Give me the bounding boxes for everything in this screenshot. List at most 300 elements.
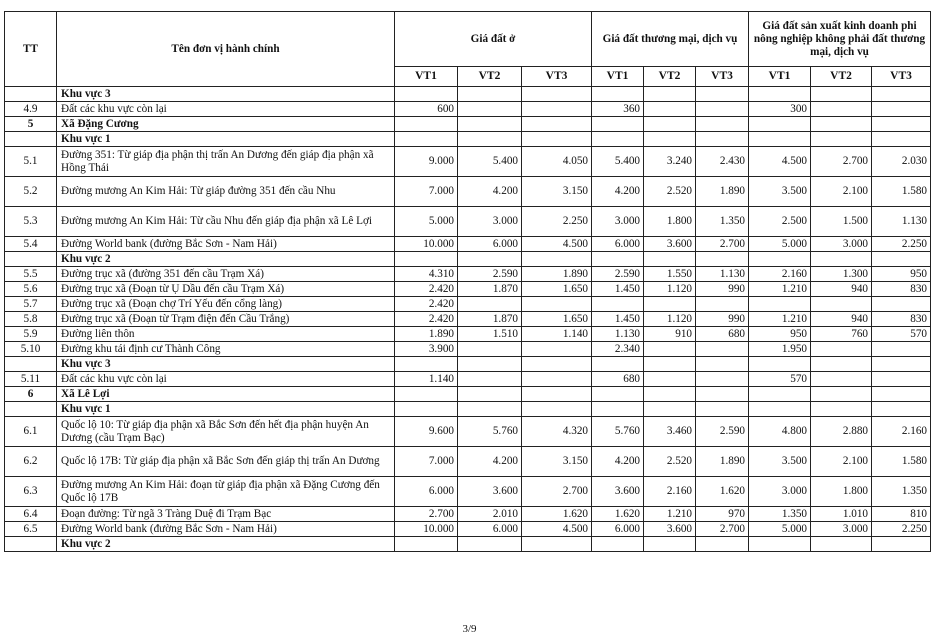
price-cell: 2.420	[395, 312, 458, 327]
subheader-vt: VT2	[458, 67, 522, 87]
price-cell	[458, 387, 522, 402]
price-cell	[696, 537, 749, 552]
price-cell: 940	[811, 312, 872, 327]
price-cell	[458, 297, 522, 312]
price-cell	[811, 252, 872, 267]
price-cell: 1.120	[644, 312, 696, 327]
row-number: 5.6	[5, 282, 57, 297]
price-cell: 3.460	[644, 417, 696, 447]
price-cell: 3.500	[749, 447, 811, 477]
price-cell: 1.450	[592, 282, 644, 297]
price-cell: 2.520	[644, 177, 696, 207]
unit-name: Khu vực 2	[57, 252, 395, 267]
header-residential-land: Giá đất ở	[395, 12, 592, 67]
price-cell: 2.100	[811, 447, 872, 477]
price-cell	[872, 387, 931, 402]
price-cell: 950	[749, 327, 811, 342]
price-cell	[644, 297, 696, 312]
price-cell: 2.700	[395, 507, 458, 522]
price-cell: 4.200	[458, 447, 522, 477]
price-cell	[872, 372, 931, 387]
price-cell	[522, 372, 592, 387]
price-cell: 680	[696, 327, 749, 342]
section-row	[5, 117, 931, 132]
table-row	[5, 372, 931, 387]
price-cell	[644, 102, 696, 117]
price-cell	[749, 132, 811, 147]
price-cell: 3.000	[592, 207, 644, 237]
price-cell: 2.520	[644, 447, 696, 477]
table-row	[5, 102, 931, 117]
price-cell	[522, 102, 592, 117]
price-cell: 1.650	[522, 282, 592, 297]
price-cell: 1.130	[696, 267, 749, 282]
price-cell: 1.350	[749, 507, 811, 522]
unit-name: Đoạn đường: Từ ngã 3 Tràng Duệ đi Trạm Bạc	[57, 507, 395, 522]
region-row	[5, 252, 931, 267]
price-cell: 1.890	[696, 177, 749, 207]
price-cell: 2.250	[872, 522, 931, 537]
price-cell: 2.590	[458, 267, 522, 282]
price-cell: 2.250	[522, 207, 592, 237]
row-number	[5, 252, 57, 267]
row-number: 5.4	[5, 237, 57, 252]
price-cell	[696, 387, 749, 402]
page-number: 3/9	[462, 623, 477, 635]
price-cell: 2.420	[395, 282, 458, 297]
price-cell	[592, 537, 644, 552]
price-cell: 6.000	[592, 522, 644, 537]
unit-name: Xã Đặng Cương	[57, 117, 395, 132]
row-number	[5, 537, 57, 552]
price-cell	[872, 102, 931, 117]
subheader-vt: VT2	[644, 67, 696, 87]
unit-name: Quốc lộ 10: Từ giáp địa phận xã Bắc Sơn đến hết địa phận huyện An Dương (cầu Trạm Bạc)	[57, 417, 395, 447]
price-cell: 1.890	[522, 267, 592, 282]
unit-name: Khu vực 3	[57, 357, 395, 372]
unit-name: Quốc lộ 17B: Từ giáp địa phận xã Bắc Sơn đến giáp thị trấn An Dương	[57, 447, 395, 477]
price-cell	[395, 357, 458, 372]
price-cell: 2.010	[458, 507, 522, 522]
price-cell	[811, 132, 872, 147]
price-cell	[644, 117, 696, 132]
price-cell: 570	[749, 372, 811, 387]
row-number: 5.1	[5, 147, 57, 177]
price-cell: 2.590	[592, 267, 644, 282]
price-cell	[522, 252, 592, 267]
price-cell	[644, 372, 696, 387]
row-number: 5.10	[5, 342, 57, 357]
land-price-table	[4, 11, 931, 552]
price-cell: 3.150	[522, 177, 592, 207]
price-cell	[522, 387, 592, 402]
unit-name: Đường trục xã (Đoạn từ Ụ Dầu đến cầu Trạm Xá)	[57, 282, 395, 297]
price-cell: 5.000	[395, 207, 458, 237]
table-row	[5, 342, 931, 357]
price-cell	[696, 342, 749, 357]
price-cell: 2.160	[644, 477, 696, 507]
price-cell: 5.760	[592, 417, 644, 447]
price-cell: 950	[872, 267, 931, 282]
price-cell: 3.600	[644, 522, 696, 537]
unit-name: Đường trục xã (đường 351 đến cầu Trạm Xá)	[57, 267, 395, 282]
price-cell	[749, 357, 811, 372]
price-cell: 2.700	[811, 147, 872, 177]
price-cell: 2.160	[872, 417, 931, 447]
header-tt: TT	[5, 12, 57, 87]
price-cell: 1.890	[395, 327, 458, 342]
price-cell: 1.300	[811, 267, 872, 282]
price-cell: 10.000	[395, 522, 458, 537]
subheader-vt: VT3	[522, 67, 592, 87]
price-cell: 1.870	[458, 282, 522, 297]
price-cell: 1.620	[592, 507, 644, 522]
price-cell	[811, 402, 872, 417]
price-cell: 4.310	[395, 267, 458, 282]
price-cell	[644, 87, 696, 102]
price-cell	[872, 132, 931, 147]
price-cell: 1.620	[696, 477, 749, 507]
price-cell	[458, 342, 522, 357]
price-cell: 3.000	[458, 207, 522, 237]
price-cell	[644, 402, 696, 417]
price-cell: 1.210	[749, 312, 811, 327]
row-number	[5, 87, 57, 102]
unit-name: Khu vực 3	[57, 87, 395, 102]
price-cell	[458, 537, 522, 552]
price-cell	[872, 117, 931, 132]
price-cell: 4.500	[749, 147, 811, 177]
price-cell	[811, 537, 872, 552]
unit-name: Đường mương An Kim Hải: Từ cầu Nhu đến giáp địa phận xã Lê Lợi	[57, 207, 395, 237]
subheader-vt: VT2	[811, 67, 872, 87]
price-cell	[696, 252, 749, 267]
unit-name: Đường mương An Kim Hải: Từ giáp đường 351 đến cầu Nhu	[57, 177, 395, 207]
price-cell: 2.700	[696, 522, 749, 537]
price-cell	[458, 102, 522, 117]
price-cell: 1.010	[811, 507, 872, 522]
price-cell	[592, 117, 644, 132]
price-cell: 3.240	[644, 147, 696, 177]
price-cell: 2.700	[696, 237, 749, 252]
row-number: 5.3	[5, 207, 57, 237]
unit-name: Khu vực 1	[57, 132, 395, 147]
price-cell: 680	[592, 372, 644, 387]
region-row	[5, 132, 931, 147]
price-cell	[522, 132, 592, 147]
price-cell	[458, 357, 522, 372]
price-cell: 3.600	[644, 237, 696, 252]
price-cell: 7.000	[395, 447, 458, 477]
unit-name: Đường 351: Từ giáp địa phận thị trấn An Dương đến giáp địa phận xã Hồng Thái	[57, 147, 395, 177]
subheader-vt: VT1	[592, 67, 644, 87]
price-cell: 1.140	[522, 327, 592, 342]
price-cell	[458, 402, 522, 417]
price-cell: 1.210	[644, 507, 696, 522]
table-row	[5, 147, 931, 177]
header-commercial-land: Giá đất thương mại, dịch vụ	[592, 12, 749, 67]
price-cell: 360	[592, 102, 644, 117]
price-cell: 990	[696, 282, 749, 297]
subheader-vt: VT1	[749, 67, 811, 87]
price-cell	[522, 87, 592, 102]
price-cell	[644, 357, 696, 372]
price-cell: 5.400	[592, 147, 644, 177]
table-row	[5, 507, 931, 522]
row-number: 6	[5, 387, 57, 402]
price-cell	[872, 402, 931, 417]
table-row	[5, 417, 931, 447]
unit-name: Khu vực 2	[57, 537, 395, 552]
table-header	[5, 12, 931, 87]
price-cell	[592, 87, 644, 102]
price-cell	[811, 357, 872, 372]
price-cell	[644, 132, 696, 147]
price-cell: 3.500	[749, 177, 811, 207]
unit-name: Đường trục xã (Đoạn chợ Trí Yếu đến cổng làng)	[57, 297, 395, 312]
price-cell: 1.350	[872, 477, 931, 507]
region-row	[5, 357, 931, 372]
price-cell	[696, 132, 749, 147]
subheader-vt: VT3	[872, 67, 931, 87]
price-cell: 2.420	[395, 297, 458, 312]
price-cell: 1.870	[458, 312, 522, 327]
price-cell	[696, 402, 749, 417]
row-number	[5, 357, 57, 372]
price-cell: 3.900	[395, 342, 458, 357]
price-cell	[522, 297, 592, 312]
row-number: 5.9	[5, 327, 57, 342]
table-row	[5, 267, 931, 282]
price-cell	[644, 387, 696, 402]
price-cell	[395, 132, 458, 147]
row-number: 5.8	[5, 312, 57, 327]
table-row	[5, 522, 931, 537]
price-cell: 4.050	[522, 147, 592, 177]
unit-name: Đường liên thôn	[57, 327, 395, 342]
price-cell: 910	[644, 327, 696, 342]
price-cell: 1.550	[644, 267, 696, 282]
table-row	[5, 207, 931, 237]
price-cell: 2.100	[811, 177, 872, 207]
price-cell	[458, 87, 522, 102]
price-cell: 830	[872, 282, 931, 297]
price-cell: 2.030	[872, 147, 931, 177]
price-cell: 2.880	[811, 417, 872, 447]
table-row	[5, 177, 931, 207]
price-cell: 4.200	[592, 447, 644, 477]
price-cell: 6.000	[458, 237, 522, 252]
table-row	[5, 237, 931, 252]
price-cell	[395, 402, 458, 417]
row-number: 6.1	[5, 417, 57, 447]
price-cell: 1.510	[458, 327, 522, 342]
price-cell: 760	[811, 327, 872, 342]
price-cell: 9.600	[395, 417, 458, 447]
price-cell: 2.700	[522, 477, 592, 507]
price-cell	[872, 537, 931, 552]
header-name: Tên đơn vị hành chính	[57, 12, 395, 87]
price-cell: 7.000	[395, 177, 458, 207]
row-number: 5.5	[5, 267, 57, 282]
price-cell: 1.580	[872, 447, 931, 477]
price-cell	[696, 297, 749, 312]
price-cell: 1.130	[872, 207, 931, 237]
price-cell	[644, 537, 696, 552]
price-cell	[811, 387, 872, 402]
price-cell	[811, 342, 872, 357]
price-cell: 1.350	[696, 207, 749, 237]
price-cell: 810	[872, 507, 931, 522]
row-number: 5.11	[5, 372, 57, 387]
table-row	[5, 447, 931, 477]
row-number: 6.3	[5, 477, 57, 507]
row-number: 4.9	[5, 102, 57, 117]
unit-name: Khu vực 1	[57, 402, 395, 417]
price-cell: 5.400	[458, 147, 522, 177]
price-cell: 3.000	[811, 237, 872, 252]
price-cell: 2.340	[592, 342, 644, 357]
price-cell: 4.500	[522, 237, 592, 252]
price-cell: 3.000	[749, 477, 811, 507]
price-cell: 300	[749, 102, 811, 117]
price-cell: 4.200	[458, 177, 522, 207]
row-number: 5	[5, 117, 57, 132]
price-cell	[696, 87, 749, 102]
price-cell: 1.650	[522, 312, 592, 327]
region-row	[5, 87, 931, 102]
unit-name: Đường trục xã (Đoạn từ Trạm điện đến Cầu Trắng)	[57, 312, 395, 327]
row-number: 6.2	[5, 447, 57, 477]
price-cell	[644, 342, 696, 357]
price-cell	[592, 402, 644, 417]
price-cell: 2.430	[696, 147, 749, 177]
price-cell: 4.320	[522, 417, 592, 447]
price-cell	[696, 102, 749, 117]
price-cell: 1.890	[696, 447, 749, 477]
price-cell: 1.800	[811, 477, 872, 507]
price-cell: 830	[872, 312, 931, 327]
price-cell: 1.800	[644, 207, 696, 237]
price-cell	[749, 402, 811, 417]
price-cell	[872, 342, 931, 357]
price-cell: 1.950	[749, 342, 811, 357]
price-cell	[395, 117, 458, 132]
price-cell: 1.580	[872, 177, 931, 207]
price-cell	[811, 117, 872, 132]
price-cell: 1.210	[749, 282, 811, 297]
price-cell	[592, 387, 644, 402]
price-cell	[696, 372, 749, 387]
table-row	[5, 312, 931, 327]
row-number: 6.5	[5, 522, 57, 537]
price-cell	[811, 372, 872, 387]
price-cell: 1.120	[644, 282, 696, 297]
price-cell	[872, 297, 931, 312]
price-cell	[811, 87, 872, 102]
price-cell	[522, 402, 592, 417]
price-cell	[395, 537, 458, 552]
price-cell	[749, 537, 811, 552]
price-cell	[592, 132, 644, 147]
price-cell	[395, 252, 458, 267]
subheader-vt: VT3	[696, 67, 749, 87]
row-number	[5, 132, 57, 147]
price-cell	[458, 132, 522, 147]
price-cell	[458, 117, 522, 132]
price-cell: 6.000	[395, 477, 458, 507]
price-cell: 5.000	[749, 522, 811, 537]
price-cell: 3.000	[811, 522, 872, 537]
price-cell: 2.590	[696, 417, 749, 447]
table-row	[5, 327, 931, 342]
price-cell: 9.000	[395, 147, 458, 177]
table-row	[5, 282, 931, 297]
price-cell	[644, 252, 696, 267]
price-cell	[749, 87, 811, 102]
price-cell: 4.800	[749, 417, 811, 447]
price-cell	[522, 537, 592, 552]
price-cell: 2.250	[872, 237, 931, 252]
row-number: 5.7	[5, 297, 57, 312]
price-cell	[696, 357, 749, 372]
row-number	[5, 402, 57, 417]
price-cell	[458, 252, 522, 267]
price-cell	[811, 297, 872, 312]
unit-name: Đất các khu vực còn lại	[57, 102, 395, 117]
price-cell	[395, 387, 458, 402]
price-cell	[458, 372, 522, 387]
price-cell: 3.600	[592, 477, 644, 507]
price-cell: 970	[696, 507, 749, 522]
unit-name: Đường World bank (đường Bắc Sơn - Nam Hải)	[57, 522, 395, 537]
price-cell: 1.500	[811, 207, 872, 237]
header-nonagri-production-land: Giá đất sản xuất kinh doanh phi nông nghiệp không phải đất thương mại, dịch vụ	[749, 12, 931, 67]
price-cell	[872, 87, 931, 102]
price-cell	[749, 252, 811, 267]
section-row	[5, 387, 931, 402]
table-body	[5, 87, 931, 552]
price-cell: 570	[872, 327, 931, 342]
price-cell: 10.000	[395, 237, 458, 252]
price-cell	[592, 252, 644, 267]
price-cell: 3.600	[458, 477, 522, 507]
price-cell: 940	[811, 282, 872, 297]
price-cell	[872, 357, 931, 372]
price-cell	[749, 297, 811, 312]
price-cell	[811, 102, 872, 117]
price-cell	[522, 357, 592, 372]
row-number: 6.4	[5, 507, 57, 522]
unit-name: Xã Lê Lợi	[57, 387, 395, 402]
price-cell	[749, 117, 811, 132]
price-cell: 1.140	[395, 372, 458, 387]
unit-name: Đường khu tái định cư Thành Công	[57, 342, 395, 357]
price-cell: 6.000	[458, 522, 522, 537]
price-cell	[872, 252, 931, 267]
price-table-container	[4, 11, 931, 552]
table-row	[5, 477, 931, 507]
unit-name: Đường World bank (đường Bắc Sơn - Nam Hải)	[57, 237, 395, 252]
region-row	[5, 537, 931, 552]
price-cell: 1.620	[522, 507, 592, 522]
price-cell: 1.130	[592, 327, 644, 342]
price-cell	[395, 87, 458, 102]
price-cell: 4.200	[592, 177, 644, 207]
price-cell	[522, 342, 592, 357]
price-cell: 6.000	[592, 237, 644, 252]
price-cell	[592, 357, 644, 372]
